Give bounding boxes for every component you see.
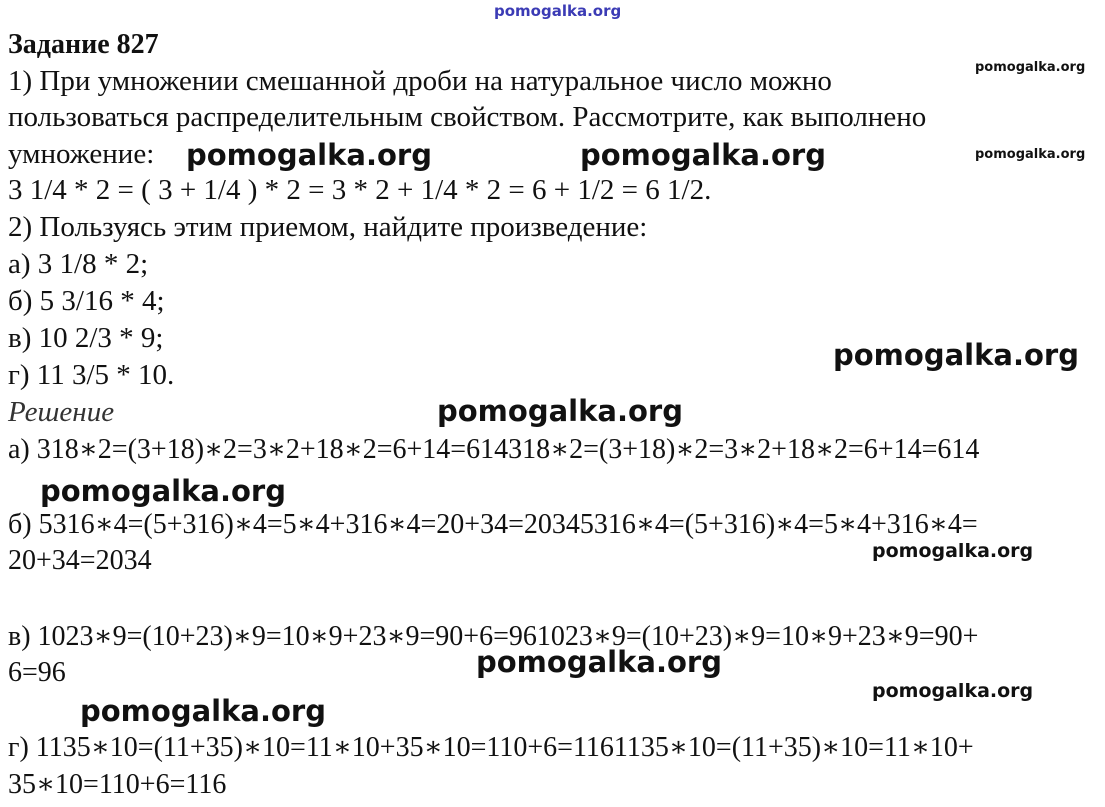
watermark-small-2: pomogalka.org bbox=[975, 147, 1086, 162]
task-item-b: б) 5 3/16 * 4; bbox=[8, 285, 165, 317]
task-line-1: 1) При умножении смешанной дроби на натуральное число можно bbox=[8, 65, 832, 97]
watermark-mid-2: pomogalka.org bbox=[872, 680, 1034, 702]
watermark-big-4: pomogalka.org bbox=[437, 394, 683, 428]
solution-b-line-2: 20+34=2034 bbox=[8, 545, 152, 576]
watermark-small-1: pomogalka.org bbox=[975, 60, 1086, 75]
watermark-mid-1: pomogalka.org bbox=[872, 540, 1034, 562]
solution-heading: Решение bbox=[8, 396, 115, 428]
task-line-2: пользоваться распределительным свойством. Рассмотрите, как выполнено bbox=[8, 101, 927, 133]
solution-b-line-1: б) 5316∗4=(5+316)∗4=5∗4+316∗4=20+34=20345316∗4=(5+316)∗4=5∗4+316∗4= bbox=[8, 509, 978, 540]
solution-v-line-1: в) 1023∗9=(10+23)∗9=10∗9+23∗9=90+6=961023∗9=(10+23)∗9=10∗9+23∗9=90+ bbox=[8, 621, 979, 652]
task-line-3: умножение: bbox=[8, 138, 155, 170]
watermark-big-7: pomogalka.org bbox=[80, 694, 326, 728]
watermark-big-6: pomogalka.org bbox=[476, 645, 722, 679]
task-item-v: в) 10 2/3 * 9; bbox=[8, 322, 164, 354]
task-item-g: г) 11 3/5 * 10. bbox=[8, 359, 175, 391]
top-watermark: pomogalka.org bbox=[494, 2, 622, 20]
solution-g-line-1: г) 1135∗10=(11+35)∗10=11∗10+35∗10=110+6=1161135∗10=(11+35)∗10=11∗10+ bbox=[8, 732, 974, 763]
watermark-big-3: pomogalka.org bbox=[833, 338, 1079, 372]
task-item-a: а) 3 1/8 * 2; bbox=[8, 248, 149, 280]
solution-v-line-2: 6=96 bbox=[8, 657, 66, 688]
task-line-4: 2) Пользуясь этим приемом, найдите произведение: bbox=[8, 211, 648, 243]
watermark-big-1: pomogalka.org bbox=[186, 138, 432, 172]
watermark-big-2: pomogalka.org bbox=[580, 138, 826, 172]
task-title: Задание 827 bbox=[8, 29, 159, 60]
watermark-big-5: pomogalka.org bbox=[40, 474, 286, 508]
solution-a: а) 318∗2=(3+18)∗2=3∗2+18∗2=6+14=614318∗2=(3+18)∗2=3∗2+18∗2=6+14=614 bbox=[8, 434, 980, 465]
solution-g-line-2: 35∗10=110+6=116 bbox=[8, 769, 227, 800]
example-line: 3 1/4 * 2 = ( 3 + 1/4 ) * 2 = 3 * 2 + 1/4 * 2 = 6 + 1/2 = 6 1/2. bbox=[8, 174, 712, 206]
